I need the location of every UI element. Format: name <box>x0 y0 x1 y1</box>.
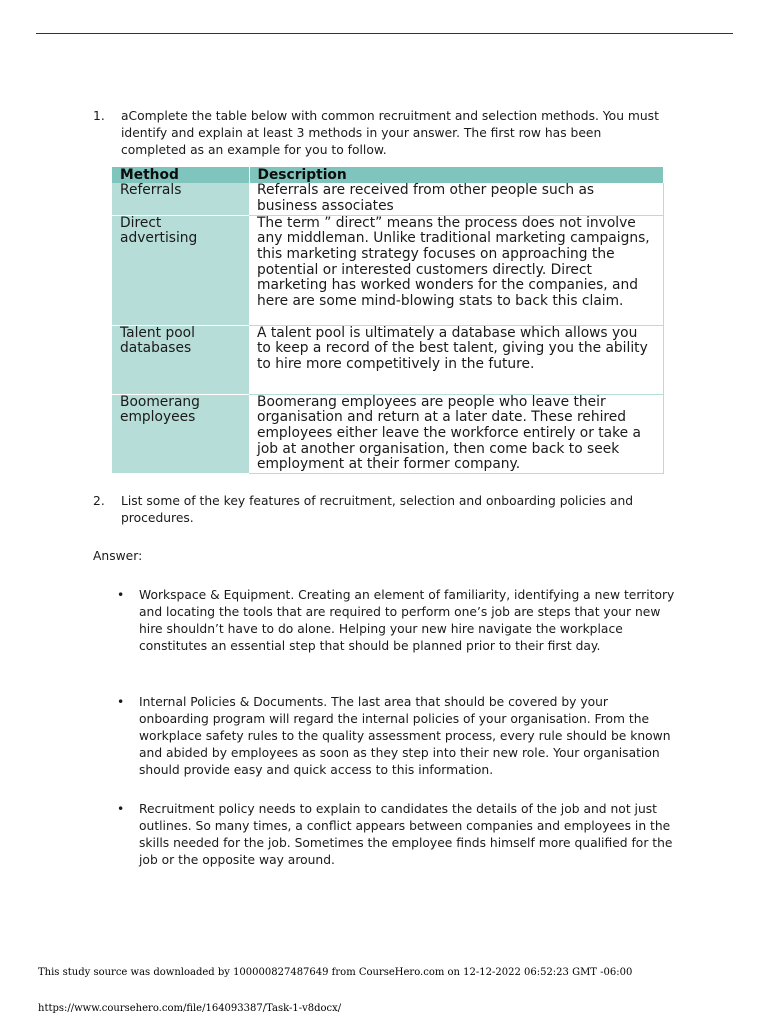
download-note: This study source was downloaded by 100000827487649 from CourseHero.com on 12-12-2022 06:52:23 GMT -06:00 <box>38 967 633 978</box>
table-row <box>112 183 663 215</box>
bullet-icon: • <box>117 802 125 816</box>
method-cell: Referrals <box>112 183 249 215</box>
question-2-text: List some of the key features of recruitment, selection and onboarding policies and procedures. <box>121 494 634 525</box>
question-1-text: aComplete the table below with common recruitment and selection methods. You must identify and explain at least 3 methods in your answer. The first row has been completed as an example for you to follow. <box>121 109 659 157</box>
answer-label: Answer: <box>93 549 143 563</box>
list-item <box>117 587 677 655</box>
question-1 <box>93 108 668 159</box>
question-2 <box>93 493 668 527</box>
bullet-text: Recruitment policy needs to explain to candidates the details of the job and not just outlines. So many times, a conflict appears between companies and employees in the skills needed for the job. Sometimes the employee finds himself more qualified for the job or the opposite way around. <box>139 802 673 867</box>
table-row <box>112 325 663 394</box>
method-column-header: Method <box>112 167 249 183</box>
description-cell: The term ” direct” means the process does not involve any middleman. Unlike traditional marketing campaigns, this marketing strategy focuses on approaching the potential or interested customers directly. Direct marketing has worked wonders for the companies, and here are some mind-blowing stats to back this claim. <box>249 215 663 325</box>
table-header-row <box>112 167 663 183</box>
source-url[interactable]: https://www.coursehero.com/file/164093387/Task-1-v8docx/ <box>38 1003 342 1014</box>
recruitment-methods-table <box>112 167 664 474</box>
question-2-number: 2. <box>93 494 105 508</box>
list-item <box>117 694 677 779</box>
bullet-text: Internal Policies & Documents. The last area that should be covered by your onboarding program will regard the internal policies of your organisation. From the workplace safety rules to the quality assessment process, every rule should be known and abided by employees as soon as they step into their new role. Your organisation should provide easy and quick access to this information. <box>139 695 671 777</box>
bullet-icon: • <box>117 588 125 602</box>
table-row <box>112 215 663 325</box>
description-cell: A talent pool is ultimately a database which allows you to keep a record of the best talent, giving you the ability to hire more competitively in the future. <box>249 325 663 394</box>
description-cell: Boomerang employees are people who leave their organisation and return at a later date. These rehired employees either leave the workforce entirely or take a job at another organisation, then come back to seek employment at their former company. <box>249 394 663 474</box>
bullet-text: Workspace & Equipment. Creating an element of familiarity, identifying a new territory and locating the tools that are required to perform one’s job are steps that your new hire shouldn’t have to do alone. Helping your new hire navigate the workplace constitutes an essential step that should be planned prior to their first day. <box>139 588 675 653</box>
question-1-number: 1. <box>93 109 105 123</box>
method-cell: Direct advertising <box>112 215 249 325</box>
list-item <box>117 801 677 869</box>
description-cell: Referrals are received from other people such as business associates <box>249 183 663 215</box>
method-cell: Boomerang employees <box>112 394 249 474</box>
method-cell: Talent pool databases <box>112 325 249 394</box>
header-divider <box>36 33 733 34</box>
bullet-icon: • <box>117 695 125 709</box>
description-column-header: Description <box>249 167 663 183</box>
table-row <box>112 394 663 474</box>
